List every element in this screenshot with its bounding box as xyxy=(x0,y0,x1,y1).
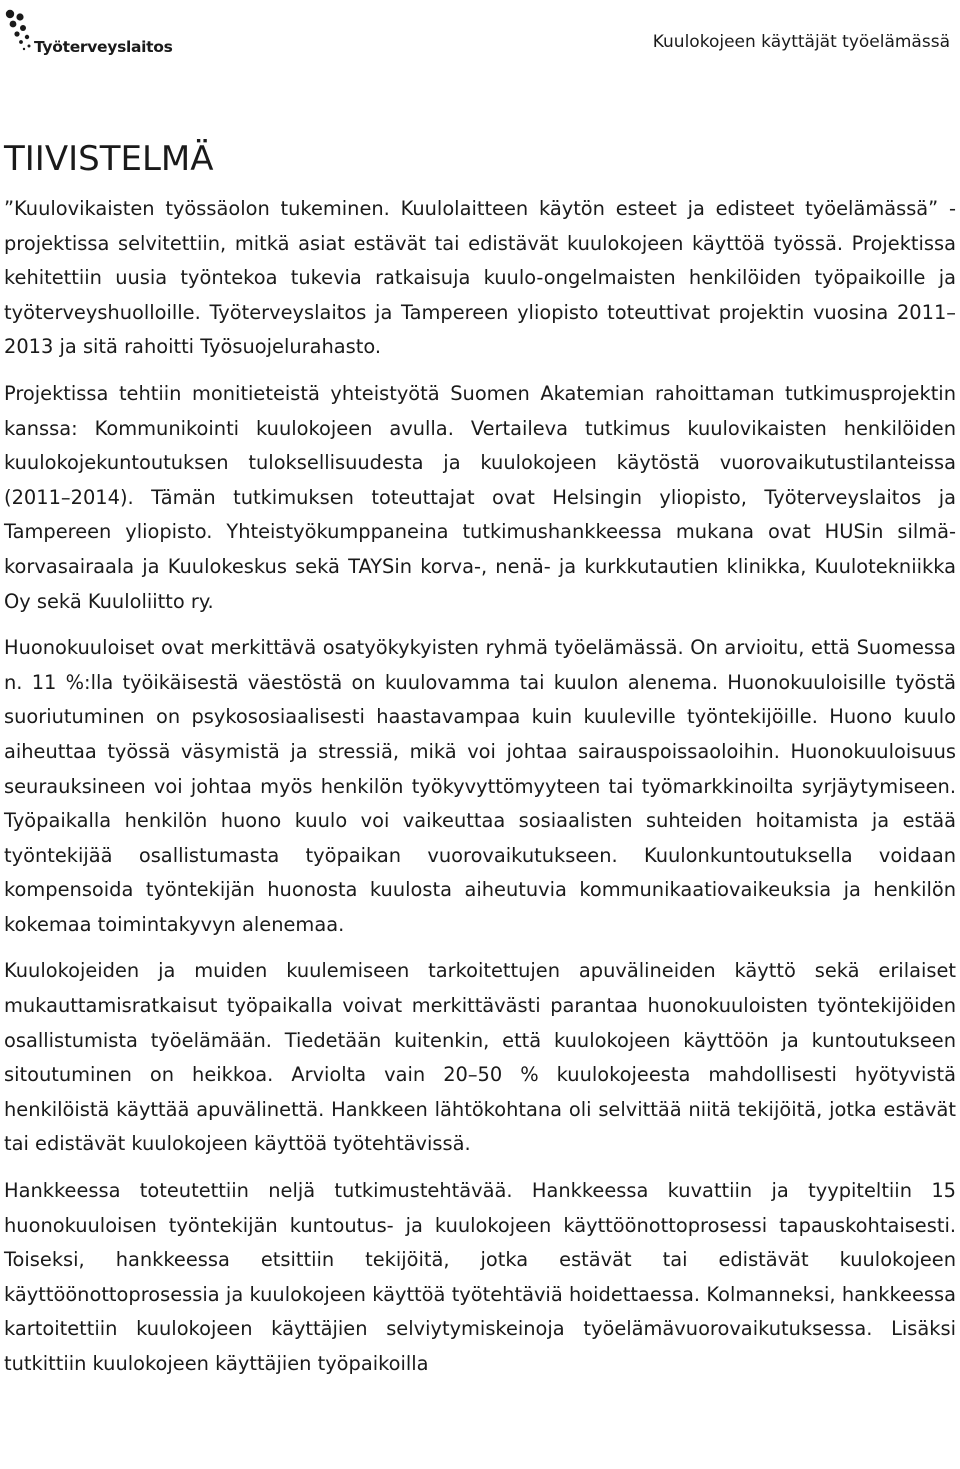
logo-text: Työterveyslaitos xyxy=(34,38,173,56)
paragraph: Huonokuuloiset ovat merkittävä osatyökykyisten ryhmä työelämässä. On arvioitu, että Suomessa n. 11 %:lla työikäisestä väestöstä on kuulovamma tai kuulon alenema. Huonokuuloisille työstä suoriutuminen on psykososiaalisesti haastavampaa kuin kuuleville työntekijöille. Huono kuulo aiheuttaa työssä väsymistä ja stressiä, mikä voi johtaa sairauspoissaoloihin. Huonokuuloisuus seurauksineen voi johtaa myös henkilön työkyvyttömyyteen tai työmarkkinoilta syrjäytymiseen. Työpaikalla henkilön huono kuulo voi vaikeuttaa sosiaalisten suhteiden hoitamista ja estää työntekijää osallistumasta työpaikan vuorovaikutukseen. Kuulonkuntoutuksella voidaan kompensoida työntekijän huonosta kuulosta aiheutuvia kommunikaatiovaikeuksia ja henkilön kokemaa toimintakyvyn alenemaa. xyxy=(4,636,956,936)
logo-dots-icon xyxy=(4,6,34,54)
main-content xyxy=(4,134,956,1382)
paragraph: Kuulokojeiden ja muiden kuulemiseen tarkoitettujen apuvälineiden käyttö sekä erilaiset mukauttamisratkaisut työpaikalla voivat merkittävästi parantaa huonokuuloisten työntekijöiden osallistumista työelämään. Tiedetään kuitenkin, että kuulokojeen käyttöön ja kuntoutukseen sitoutuminen on heikkoa. Arviolta vain 20–50 % kuulokojeesta mahdollisesti hyötyvistä henkilöistä käyttää apuvälinettä. Hankkeen lähtökohtana oli selvittää niitä tekijöitä, jotka estävät tai edistävät kuulokojeen käyttöä työtehtävissä. xyxy=(4,959,956,1156)
paragraph: ”Kuulovikaisten työssäolon tukeminen. Kuulolaitteen käytön esteet ja edisteet työelämässä” -projektissa selvitettiin, mitkä asiat estävät tai edistävät kuulokojeen käyttöä työssä. Projektissa kehitettiin uusia työntekoa tukevia ratkaisuja kuulo-ongelmaisten henkilöiden työpaikoille ja työterveyshuolloille. Työterveyslaitos ja Tampereen yliopisto toteuttivat projektin vuosina 2011–2013 ja sitä rahoitti Työsuojelurahasto. xyxy=(4,197,956,359)
page-title: TIIVISTELMÄ xyxy=(4,139,214,179)
logo xyxy=(4,6,174,58)
paragraph: Projektissa tehtiin monitieteistä yhteistyötä Suomen Akatemian rahoittaman tutkimusprojektin kanssa: Kommunikointi kuulokojeen avulla. Vertaileva tutkimus kuulovikaisten henkilöiden kuulokojekuntoutuksen tuloksellisuudesta ja kuulokojeen käytöstä vuorovaikutustilanteissa (2011–2014). Tämän tutkimuksen toteuttajat ovat Helsingin yliopisto, Työterveyslaitos ja Tampereen yliopisto. Yhteistyökumppaneina tutkimushankkeessa mukana ovat HUSin silmä-korvasairaala ja Kuulokeskus sekä TAYSin korva-, nenä- ja kurkkutautien klinikka, Kuulotekniikka Oy sekä Kuuloliitto ry. xyxy=(4,381,956,613)
document-title: Kuulokojeen käyttäjät työelämässä xyxy=(652,32,950,52)
page-header xyxy=(0,0,960,60)
paragraph: Hankkeessa toteutettiin neljä tutkimustehtävää. Hankkeessa kuvattiin ja tyypiteltiin 15 huonokuuloisen työntekijän kuntoutus- ja kuulokojeen käyttöönottoprosessi tapauskohtaisesti. Toiseksi, hankkeessa etsittiin tekijöitä, jotka estävät tai edistävät kuulokojeen käyttöönottoprosessia ja kuulokojeen käyttöä työtehtäviä hoidettaessa. Kolmanneksi, hankkeessa kartoitettiin kuulokojeen käyttäjien selviytymiskeinoja työelämävuorovaikutuksessa. Lisäksi tutkittiin kuulokojeen käyttäjien työpaikoilla xyxy=(4,1179,956,1375)
